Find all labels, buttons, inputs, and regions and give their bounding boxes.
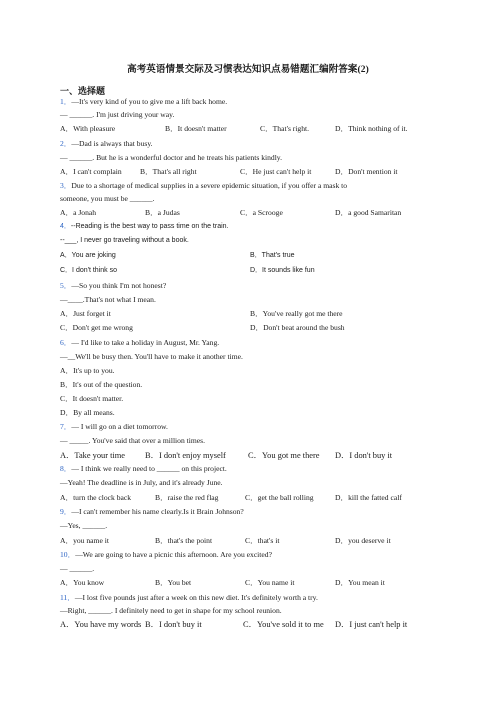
option-a[interactable]: A．Just forget it [60, 309, 111, 318]
question-1-stem: 1．—It's very kind of you to give me a lift back home. [60, 97, 228, 106]
option-b[interactable]: B．I don't enjoy myself [145, 451, 226, 460]
option-b[interactable]: B．That's all right [140, 167, 197, 176]
option-b[interactable]: B．raise the red flag [155, 493, 219, 502]
question-6-reply: —__We'll be busy then. You'll have to make it another time. [60, 352, 243, 361]
question-3-stem: 3．Due to a shortage of medical supplies in a severe epidemic situation, if you offer a mask to [60, 181, 348, 190]
option-c[interactable]: C．a Scrooge [240, 208, 283, 217]
option-d[interactable]: D．Think nothing of it. [335, 124, 408, 133]
question-9-reply: —Yes, ______. [60, 521, 108, 530]
option-a[interactable]: A．You are joking [60, 252, 116, 259]
question-6-stem: 6．— I'd like to take a holiday in August, Mr. Yang. [60, 338, 220, 347]
option-c[interactable]: C．You name it [245, 578, 295, 587]
question-7-stem: 7．— I will go on a diet tomorrow. [60, 422, 168, 431]
option-d[interactable]: D．you deserve it [335, 536, 391, 545]
option-c[interactable]: C．I don't think so [60, 267, 117, 274]
question-3-stem-cont: someone, you must be ______. [60, 194, 155, 203]
option-b[interactable]: B．I don't buy it [145, 620, 202, 629]
question-7-reply: — _____. You've said that over a million times. [60, 436, 206, 445]
option-c[interactable]: C．You got me there [248, 451, 320, 460]
option-c[interactable]: C．Don't get me wrong [60, 323, 133, 332]
question-4-reply: --___, I never go traveling without a book. [60, 237, 189, 244]
option-a[interactable]: A．I can't complain [60, 167, 122, 176]
option-d[interactable]: D．You mean it [335, 578, 385, 587]
option-b[interactable]: B．You bet [155, 578, 192, 587]
section-heading: 一、选择题 [60, 86, 106, 96]
question-11-reply: —Right, ______. I definitely need to get in shape for my school reunion. [60, 606, 282, 615]
question-2-stem: 2．—Dad is always that busy. [60, 139, 153, 148]
question-11-stem: 11．—I lost five pounds just after a week on this new diet. It's definitely worth a try. [60, 593, 318, 602]
question-2-reply: — ______. But he is a wonderful doctor and he treats his patients kindly. [60, 153, 283, 162]
option-d[interactable]: D．By all means. [60, 408, 115, 417]
option-b[interactable]: B．That's true [250, 252, 295, 259]
option-d[interactable]: D．kill the fatted calf [335, 493, 402, 502]
question-8-stem: 8．— I think we really need to ______ on this project. [60, 464, 227, 473]
option-d[interactable]: D．I just can't help it [335, 620, 408, 629]
question-1-reply: — ______. I'm just driving your way. [60, 110, 175, 119]
option-d[interactable]: D．a good Samaritan [335, 208, 402, 217]
option-c[interactable]: C．That's right. [260, 124, 310, 133]
option-b[interactable]: B．It's out of the question. [60, 380, 143, 389]
option-c[interactable]: C．get the ball rolling [245, 493, 314, 502]
option-a[interactable]: A．you name it [60, 536, 109, 545]
option-c[interactable]: C．that's it [245, 536, 280, 545]
option-d[interactable]: D．I don't buy it [335, 451, 393, 460]
option-a[interactable]: A．With pleasure [60, 124, 116, 133]
option-d[interactable]: D．Don't mention it [335, 167, 398, 176]
option-a[interactable]: A．Take your time [60, 451, 125, 460]
question-10-stem: 10．—We are going to have a picnic this afternoon. Are you excited? [60, 550, 272, 559]
option-a[interactable]: A．a Jonah [60, 208, 97, 217]
question-8-reply: —Yeah! The deadline is in July, and it's already June. [60, 478, 223, 487]
option-c[interactable]: C．You've sold it to me [243, 620, 324, 629]
option-c[interactable]: C．It doesn't matter. [60, 394, 124, 403]
question-4-stem: 4．--Reading is the best way to pass time on the train. [60, 223, 229, 230]
option-b[interactable]: B．You've really got me there [250, 309, 343, 318]
page-title: 高考英语情景交际及习惯表达知识点易错题汇编附答案(2) [127, 65, 369, 75]
option-d[interactable]: D．Don't beat around the bush [250, 323, 345, 332]
option-b[interactable]: B．a Judas [145, 208, 180, 217]
option-a[interactable]: A．turn the clock back [60, 493, 132, 502]
option-a[interactable]: A．It's up to you. [60, 366, 115, 375]
question-5-stem: 5．—So you think I'm not honest? [60, 281, 167, 290]
question-9-stem: 9．—I can't remember his name clearly.Is it Brain Johnson? [60, 507, 244, 516]
question-10-reply: — ______. [60, 564, 95, 573]
option-c[interactable]: C．He just can't help it [240, 167, 312, 176]
option-a[interactable]: A．You have my words [60, 620, 142, 629]
option-a[interactable]: A．You know [60, 578, 105, 587]
question-5-reply: —____.That's not what I mean. [60, 295, 156, 304]
option-b[interactable]: B．that's the point [155, 536, 213, 545]
option-b[interactable]: B．It doesn't matter [165, 124, 227, 133]
option-d[interactable]: D．It sounds like fun [250, 267, 315, 274]
